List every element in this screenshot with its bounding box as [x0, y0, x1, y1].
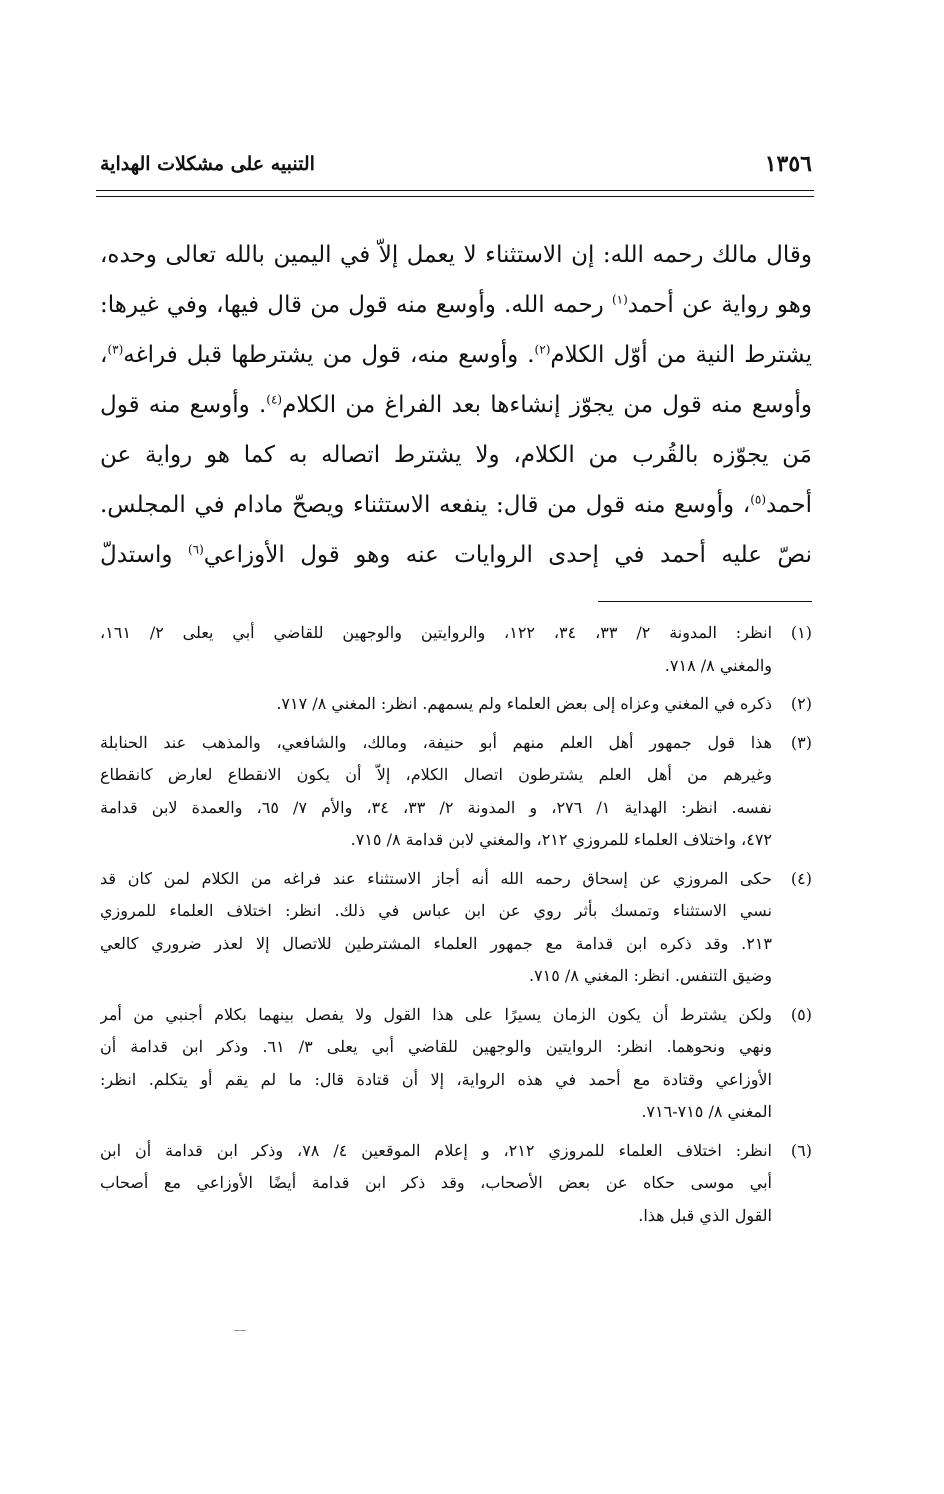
footnote-line: حكى المروزي عن إسحاق رحمه الله أنه أجاز الاستثناء عند فراغه من الكلام لمن كان قد	[100, 868, 772, 888]
footnote-body	[100, 863, 772, 993]
footnote	[100, 999, 812, 1129]
footnote-line: ٢١٣. وقد ذكره ابن قدامة مع جمهور العلماء المشترطين للاتصال إلا لعذر ضروري كالعي	[100, 933, 772, 953]
text-segment: أحمد	[766, 492, 812, 518]
page-speck	[234, 1330, 246, 1331]
footnote-number: (٥)	[790, 1004, 812, 1024]
footnote-body	[100, 1135, 772, 1233]
footnote	[100, 1135, 812, 1233]
page-number: ١٣٥٦	[764, 151, 812, 177]
footnote-line: انظر: المدونة ٢/ ٣٣، ٣٤، ١٢٢، والروايتين والوجهين للقاضي أبي يعلى ٢/ ١٦١،	[100, 623, 772, 642]
footnote-line: الأوزاعي وقتادة مع أحمد في هذه الرواية، إلا أن قتادة قال: ما لم يقم أو يتكلم. انظر:	[100, 1069, 772, 1089]
footnote-body	[100, 999, 772, 1129]
footnote-marker: (٦)	[187, 542, 204, 557]
text-segment: يشترط النية من أوّل الكلام	[550, 342, 812, 368]
text-segment: مَن يجوّزه بالقُرب من الكلام، ولا يشترط اتصاله به كما هو رواية عن	[100, 442, 812, 468]
footnote-marker: (٤)	[266, 392, 283, 407]
footnote-line: أبي موسى حكاه عن بعض الأصحاب، وقد ذكر ابن قدامة أيضًا الأوزاعي مع أصحاب	[100, 1173, 772, 1192]
header-rule-top	[96, 190, 814, 191]
footnote-number: (٢)	[790, 694, 812, 713]
text-segment: وأوسع منه قول من يجوّز إنشاءها بعد الفراغ من الكلام	[282, 392, 812, 418]
footnote	[100, 727, 812, 857]
footnote	[100, 863, 812, 993]
text-segment: . وأوسع منه، قول من يشترطها قبل فراغه	[123, 342, 535, 368]
footnote-body	[100, 688, 772, 721]
running-header	[100, 144, 812, 184]
footnote-body	[100, 727, 772, 857]
footnote-number: (٦)	[790, 1140, 812, 1160]
footnote-line: نفسه. انظر: الهداية ١/ ٢٧٦، و المدونة ٢/ ٣٣، ٣٤، والأم ٧/ ٦٥، والعمدة لابن قدامة	[100, 797, 772, 817]
footnote-line: القول الذي قبل هذا.	[638, 1205, 772, 1225]
footnote-body	[100, 617, 772, 682]
text-segment: نصّ عليه أحمد في إحدى الروايات عنه وهو قول الأوزاعي	[203, 542, 812, 568]
text-segment: ، وأوسع منه قول من قال: ينفعه الاستثناء ويصحّ مادام في المجلس.	[100, 492, 751, 518]
footnote	[100, 617, 812, 682]
main-text-line	[100, 430, 812, 480]
footnote-number: (١)	[790, 623, 812, 642]
footnote-line: المغني ٨/ ٧١٥-٧١٦.	[641, 1102, 772, 1121]
text-segment: رحمه الله. وأوسع منه قول من قال فيها، وفي غيرها:	[100, 292, 612, 318]
header-rule-bottom	[96, 196, 814, 197]
footnote-line: وضيق التنفس. انظر: المغني ٨/ ٧١٥.	[528, 966, 772, 985]
footnote-line: ولكن يشترط أن يكون الزمان يسيرًا على هذا القول ولا يفصل بينهما بكلام أجنبي من أمر	[100, 1004, 772, 1024]
footnote-number: (٤)	[790, 868, 812, 888]
footnote-line: ٤٧٢، واختلاف العلماء للمروزي ٢١٢، والمغني لابن قدامة ٨/ ٧١٥.	[350, 830, 772, 849]
main-text-line	[100, 330, 812, 380]
main-text-line	[100, 530, 812, 580]
footnote-number: (٣)	[790, 732, 812, 752]
footnote-marker: (٢)	[534, 342, 551, 357]
main-text-line	[100, 480, 812, 530]
footnote-line: ذكره في المغني وعزاه إلى بعض العلماء ولم يسمهم. انظر: المغني ٨/ ٧١٧.	[276, 694, 772, 713]
book-title: التنبيه على مشكلات الهداية	[100, 153, 315, 175]
text-segment: واستدلّ	[100, 542, 188, 568]
footnote-line: ونهي ونحوهما. انظر: الروايتين والوجهين للقاضي أبي يعلى ٣/ ٦١. وذكر ابن قدامة أن	[100, 1037, 772, 1056]
footnote-line: والمغني ٨/ ٧١٨.	[664, 655, 772, 675]
footnote-line: وغيرهم من أهل العلم يشترطون اتصال الكلام، إلاّ أن يكون الانقطاع لعارض كانقطاع	[100, 765, 772, 784]
footnote	[100, 688, 812, 721]
text-segment: . وأوسع منه قول	[100, 392, 267, 418]
text-segment: وهو رواية عن أحمد	[627, 292, 812, 318]
text-segment: وقال مالك رحمه الله: إن الاستثناء لا يعمل إلاّ في اليمين بالله تعالى وحده،	[100, 242, 812, 268]
footnote-marker: (١)	[611, 292, 628, 307]
footnote-marker: (٥)	[750, 492, 767, 507]
footnote-separator	[598, 601, 812, 602]
footnote-marker: (٣)	[107, 342, 124, 357]
footnote-line: نسي الاستثناء وتمسك بأثر روي عن ابن عباس في ذلك. انظر: اختلاف العلماء للمروزي	[100, 901, 772, 920]
main-text-line	[100, 230, 812, 280]
footnotes	[100, 617, 812, 1238]
footnote-line: انظر: اختلاف العلماء للمروزي ٢١٢، و إعلام الموقعين ٤/ ٧٨، وذكر ابن قدامة أن ابن	[100, 1140, 772, 1160]
footnote-line: هذا قول جمهور أهل العلم منهم أبو حنيفة، ومالك، والشافعي، والمذهب عند الحنابلة	[100, 732, 772, 752]
main-text-line	[100, 380, 812, 430]
main-text	[100, 230, 812, 580]
text-segment: ،	[100, 342, 108, 368]
main-text-line	[100, 280, 812, 330]
